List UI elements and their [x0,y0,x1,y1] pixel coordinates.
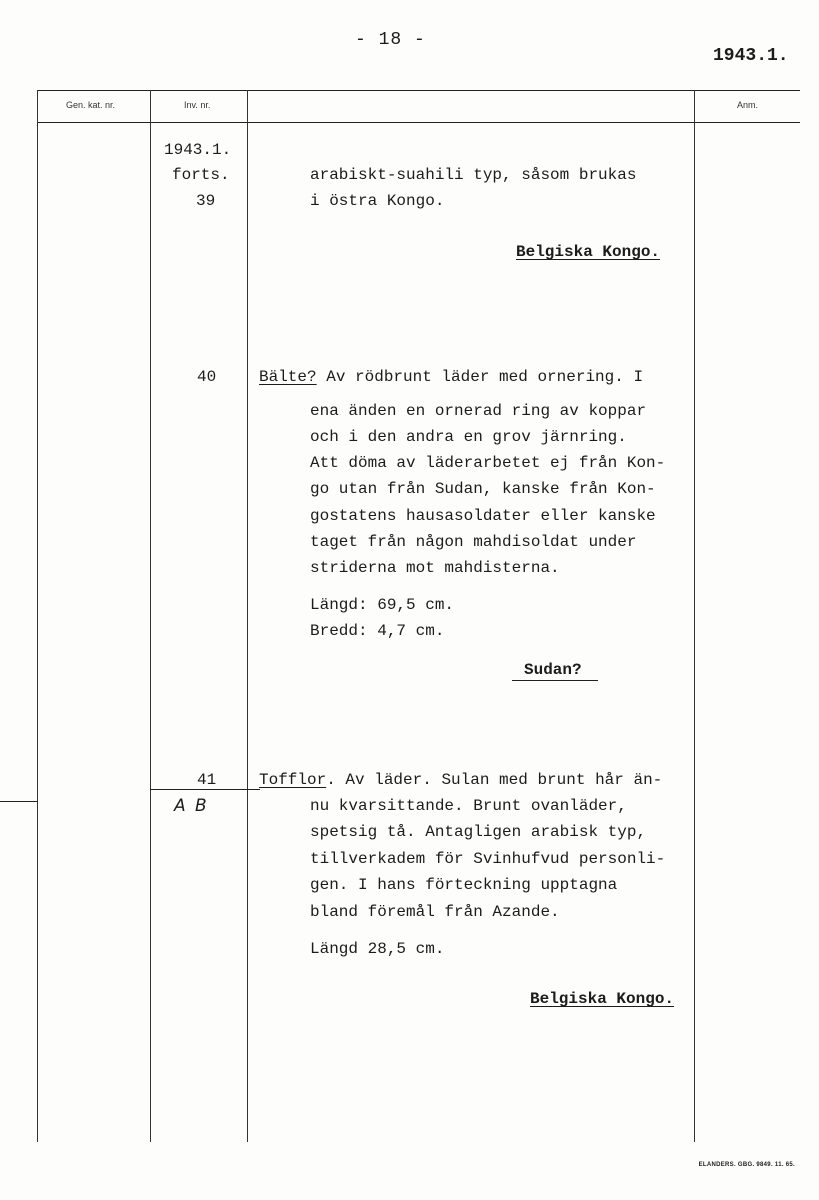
entry-41-text-line-2: nu kvarsittande. Brunt ovanläder, [310,797,627,815]
entry-40-origin-underline [512,680,598,681]
entry-40-text-line-1 [259,368,643,386]
entry-41-text-line-3: spetsig tå. Antagligen arabisk typ, [310,823,647,841]
entry-39-text-line-2: i östra Kongo. [310,192,445,210]
entry-41-text-line-1 [259,771,662,789]
entry-40-text-line-8: striderna mot mahdisterna. [310,559,560,577]
entry-40-text-line-5: go utan från Sudan, kanske från Kon- [310,480,656,498]
entry-40-heading: Bälte? [259,368,317,386]
accession-number-header: 1943.1. [713,46,789,66]
column-header-inv: Inv. nr. [184,100,211,110]
entry-40-text-line-2: ena änden en ornerad ring av koppar [310,402,647,420]
entry-41-heading: Tofflor [259,771,327,789]
entry-40-text-line-4: Att döma av läderarbetet ej från Kon- [310,454,666,472]
table-header-rule [38,122,800,123]
column-header-gen-kat: Gen. kat. nr. [66,100,116,110]
entry-41-length: Längd 28,5 cm. [310,940,445,958]
entry-41-handwritten-note: A B [174,796,209,816]
entry-40-width: Bredd: 4,7 cm. [310,622,445,640]
entry-41-text-line-4: tillverkadem för Svinhufvud personli- [310,850,666,868]
entry-39-inv-line-3: 39 [196,192,216,210]
entry-39-inv-line-2: forts. [172,166,230,184]
entry-40-first-line-rest: Av rödbrunt läder med ornering. I [316,368,644,386]
column-divider-left [37,90,38,1142]
entry-40-origin: Sudan? [524,661,582,679]
table-top-rule [38,90,800,91]
page-number: - 18 - [355,30,426,50]
column-divider-text-anm [694,90,695,1142]
entry-39-text-line-1: arabiskt-suahili typ, såsom brukas [310,166,637,184]
left-margin-mark [0,801,38,802]
column-header-anm: Anm. [737,100,759,110]
entry-41-inv: 41 [197,771,217,789]
entry-41-first-line-rest: . Av läder. Sulan med brunt hår än- [326,771,663,789]
entry-41-margin-rule [150,789,260,790]
entry-39-inv-line-1: 1943.1. [164,141,232,159]
entry-41-text-line-6: bland föremål från Azande. [310,903,560,921]
column-divider-gen-inv [150,90,151,1142]
printer-mark: ELANDERS. GBG. 9849. 11. 65. [698,1162,795,1168]
entry-40-text-line-3: och i den andra en grov järnring. [310,428,627,446]
entry-40-text-line-6: gostatens hausasoldater eller kanske [310,507,656,525]
entry-40-length: Längd: 69,5 cm. [310,596,455,614]
entry-40-inv: 40 [197,368,217,386]
entry-40-text-line-7: taget från någon mahdisoldat under [310,533,637,551]
entry-39-origin: Belgiska Kongo. [516,243,661,261]
column-divider-inv-text [247,90,248,1142]
entry-41-origin: Belgiska Kongo. [530,990,675,1008]
entry-41-text-line-5: gen. I hans förteckning upptagna [310,876,618,894]
